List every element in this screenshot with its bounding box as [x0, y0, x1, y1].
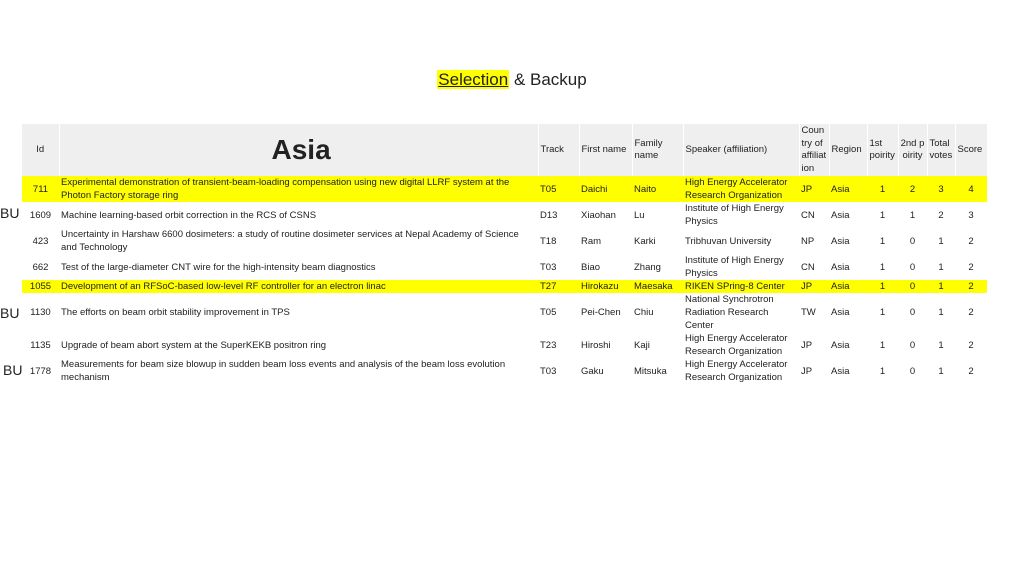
cell-score: 2 [968, 365, 974, 377]
cell-total-votes: 1 [927, 280, 955, 293]
cell-score: 2 [968, 307, 974, 318]
cell-first-priority: 1 [867, 176, 898, 202]
cell-first-priority: 1 [879, 307, 886, 318]
cell-family-name: Kaji [634, 339, 650, 351]
cell-second-priority: 0 [909, 307, 916, 318]
cell-first-name: Ram [581, 235, 602, 247]
cell-country: JP [801, 339, 813, 351]
cell-second-priority: 0 [909, 365, 916, 377]
cell-id: 1055 [22, 280, 59, 293]
col-country: Country of affiliation [799, 124, 829, 176]
cell-region: Asia [829, 280, 867, 293]
cell-affiliation: High Energy Accelerator Research Organization [685, 333, 788, 357]
cell-total-votes: 1 [938, 261, 944, 273]
cell-first-priority: 1 [879, 339, 886, 351]
col-second-priority: 2nd poirity [898, 124, 927, 176]
cell-track: T03 [540, 365, 557, 377]
cell-country: CN [801, 261, 815, 273]
cell-country: CN [801, 209, 815, 221]
table-header-row [22, 124, 987, 176]
cell-affiliation: RIKEN SPring-8 Center [683, 280, 799, 293]
cell-second-priority: 2 [898, 176, 927, 202]
cell-total-votes: 1 [938, 307, 944, 318]
cell-second-priority: 0 [909, 235, 916, 247]
cell-first-priority: 1 [867, 280, 898, 293]
table-row [22, 228, 987, 254]
cell-track: T27 [538, 280, 579, 293]
table-row [22, 202, 987, 228]
col-track: Track [538, 124, 579, 176]
region-heading: Asia [59, 124, 538, 176]
cell-id: 1778 [29, 365, 52, 377]
cell-family-name: Chiu [634, 307, 654, 318]
cell-track: T03 [540, 261, 557, 273]
slide-title [0, 70, 1024, 90]
cell-title: Development of an RFSoC-based low-level RF controller for an electron linac [59, 280, 538, 293]
cell-track: T05 [540, 307, 557, 318]
title-highlighted-word: Selection [438, 70, 509, 89]
cell-score: 4 [955, 176, 987, 202]
cell-family-name: Maesaka [632, 280, 683, 293]
cell-first-name: Hiroshi [581, 339, 611, 351]
cell-total-votes: 3 [927, 176, 955, 202]
cell-track: D13 [540, 209, 558, 221]
cell-affiliation: National Synchrotron Radiation Research Center [685, 294, 774, 331]
cell-first-name: Pei-Chen [581, 307, 621, 318]
cell-country: TW [801, 307, 816, 318]
cell-country: JP [799, 176, 829, 202]
table-row [22, 332, 987, 358]
cell-track: T23 [540, 339, 557, 351]
cell-score: 2 [955, 280, 987, 293]
table-row [22, 358, 987, 384]
selection-table [22, 124, 988, 384]
cell-id: 423 [32, 235, 49, 247]
cell-score: 2 [968, 261, 974, 273]
bu-marker: BU [3, 362, 23, 378]
col-id: Id [22, 124, 59, 176]
cell-track: T05 [538, 176, 579, 202]
cell-first-name: Hirokazu [579, 280, 632, 293]
cell-affiliation: Institute of High Energy Physics [685, 203, 784, 227]
table-row [22, 176, 987, 202]
cell-first-priority: 1 [879, 261, 886, 273]
cell-total-votes: 2 [938, 209, 944, 221]
cell-region: Asia [829, 176, 867, 202]
cell-country: JP [799, 280, 829, 293]
cell-region: Asia [831, 339, 850, 351]
cell-id: 662 [32, 261, 49, 273]
cell-id: 1135 [30, 339, 51, 351]
cell-region: Asia [831, 261, 850, 273]
cell-title: Experimental demonstration of transient-beam-loading compensation using new digital LLRF system at the Photon Factory storage ring [59, 176, 538, 202]
bu-marker: BU [0, 205, 20, 221]
cell-first-name: Gaku [581, 365, 604, 377]
cell-title: Measurements for beam size blowup in sudden beam loss events and analysis of the beam loss evolution mechanism [61, 359, 506, 383]
table-row [22, 280, 987, 293]
cell-family-name: Naito [632, 176, 683, 202]
cell-second-priority: 0 [909, 261, 916, 273]
cell-region: Asia [831, 365, 850, 377]
cell-family-name: Mitsuka [634, 365, 667, 377]
cell-first-priority: 1 [879, 235, 886, 247]
cell-second-priority: 0 [898, 280, 927, 293]
cell-affiliation: Tribhuvan University [685, 235, 772, 247]
col-total-votes: Total votes [927, 124, 955, 176]
cell-title: Uncertainty in Harshaw 6600 dosimeters: a study of routine dosimeter services at Nepal Academy of Science and Technology [61, 229, 519, 253]
cell-title: Test of the large-diameter CNT wire for the high-intensity beam diagnostics [61, 261, 376, 273]
cell-affiliation: High Energy Accelerator Research Organization [683, 176, 799, 202]
cell-family-name: Zhang [634, 261, 661, 273]
cell-first-name: Daichi [579, 176, 632, 202]
title-rest: & Backup [509, 70, 587, 89]
cell-first-name: Biao [581, 261, 601, 273]
table-row [22, 254, 987, 280]
cell-id: 711 [22, 176, 59, 202]
cell-second-priority: 1 [909, 209, 916, 221]
table-row [22, 293, 987, 332]
cell-first-priority: 1 [879, 209, 886, 221]
cell-family-name: Lu [634, 209, 645, 221]
cell-affiliation: High Energy Accelerator Research Organization [685, 359, 788, 383]
cell-id: 1130 [30, 307, 51, 318]
cell-region: Asia [831, 209, 850, 221]
cell-title: Upgrade of beam abort system at the SuperKEKB positron ring [61, 339, 327, 351]
cell-score: 2 [968, 235, 974, 247]
col-first-name: First name [579, 124, 632, 176]
cell-total-votes: 1 [938, 365, 944, 377]
cell-id: 1609 [29, 209, 52, 221]
cell-score: 3 [968, 209, 974, 221]
col-score: Score [955, 124, 987, 176]
cell-total-votes: 1 [938, 339, 944, 351]
cell-country: JP [801, 365, 813, 377]
col-first-priority: 1st poirity [867, 124, 898, 176]
cell-first-name: Xiaohan [581, 209, 616, 221]
cell-title: Machine learning-based orbit correction in the RCS of CSNS [61, 209, 317, 221]
cell-region: Asia [831, 235, 850, 247]
cell-total-votes: 1 [938, 235, 944, 247]
cell-title: The efforts on beam orbit stability improvement in TPS [61, 307, 290, 318]
cell-country: NP [801, 235, 815, 247]
col-family-name: Family name [632, 124, 683, 176]
cell-track: T18 [540, 235, 557, 247]
cell-family-name: Karki [634, 235, 656, 247]
cell-region: Asia [831, 307, 850, 318]
cell-second-priority: 0 [909, 339, 916, 351]
cell-score: 2 [968, 339, 974, 351]
cell-first-priority: 1 [879, 365, 886, 377]
col-region: Region [829, 124, 867, 176]
cell-affiliation: Institute of High Energy Physics [685, 255, 784, 279]
bu-marker: BU [0, 305, 20, 321]
col-speaker: Speaker (affiliation) [683, 124, 799, 176]
